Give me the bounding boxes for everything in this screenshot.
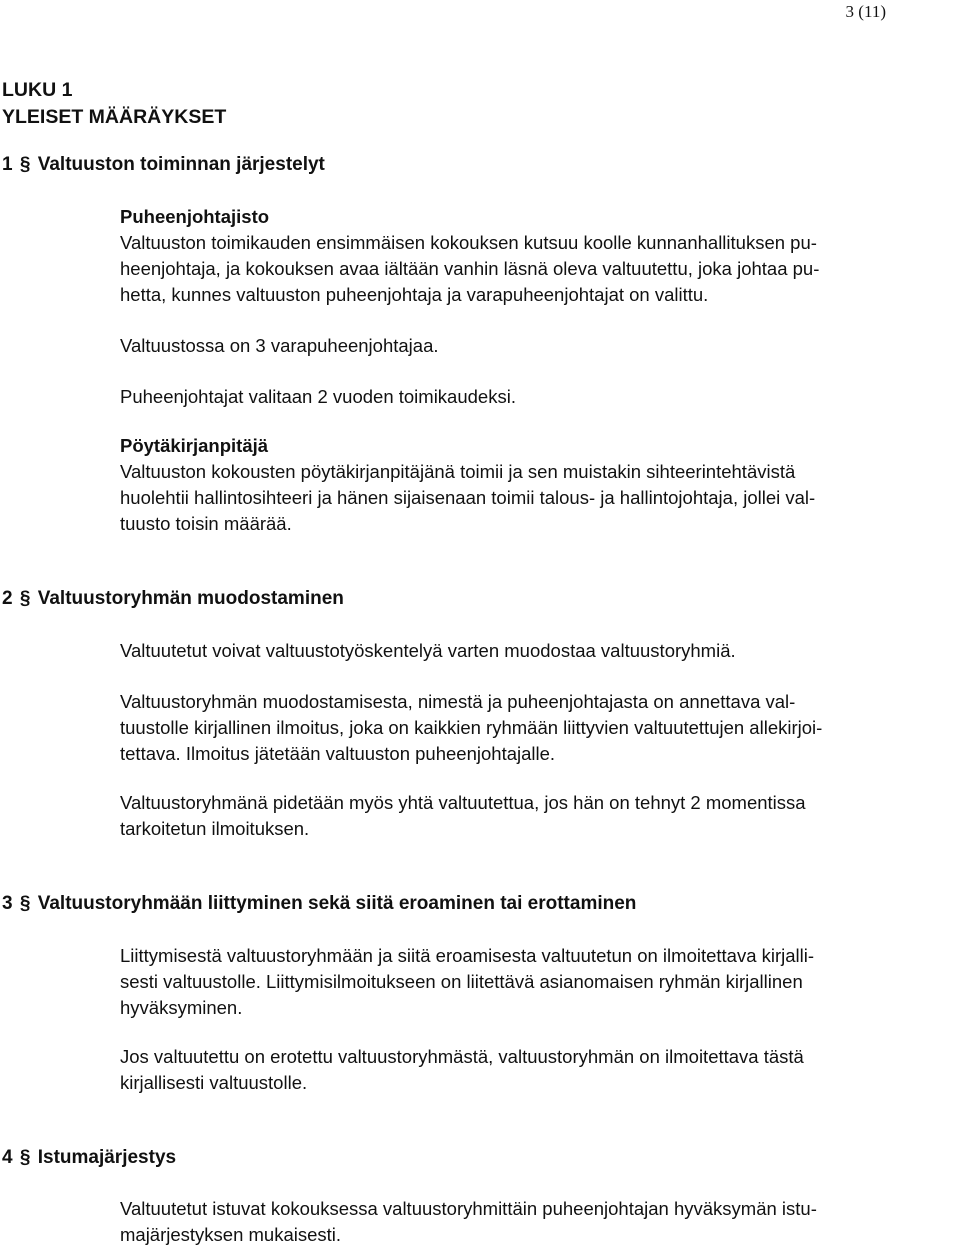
paragraph <box>120 790 960 842</box>
text-line: sesti valtuustolle. Liittymisilmoitukseen on liitettävä asianomaisen ryhmän kirjallinen <box>120 971 803 993</box>
section-number: 1 <box>2 154 13 175</box>
section-number: 2 <box>2 588 13 609</box>
section-number: 3 <box>2 893 13 914</box>
paragraph <box>120 384 960 410</box>
chapter-heading <box>2 77 226 131</box>
subsection-heading-puheenjohtajisto: Puheenjohtajisto <box>120 206 270 227</box>
paragraph <box>120 1196 960 1248</box>
paragraph <box>120 638 960 664</box>
text-line: Liittymisestä valtuustoryhmään ja siitä eroamisesta valtuutetun on ilmoitettava kirjalli- <box>120 945 815 966</box>
paragraph <box>120 1044 960 1096</box>
text-line: Valtuuston toimikauden ensimmäisen kokouksen kutsuu koolle kunnanhallituksen pu- <box>120 232 817 253</box>
section-4-heading <box>2 1147 176 1169</box>
chapter-label: LUKU 1 <box>2 79 73 101</box>
section-1-heading <box>2 154 325 176</box>
subsection-heading-poytakirjanpitaja: Pöytäkirjanpitäjä <box>120 435 269 456</box>
text-line: Valtuustossa on 3 varapuheenjohtajaa. <box>120 335 439 356</box>
chapter-title: YLEISET MÄÄRÄYKSET <box>2 106 227 128</box>
section-title: Istumajärjestys <box>37 1147 177 1168</box>
text-line: Valtuutetut istuvat kokouksessa valtuustoryhmittäin puheenjohtajan hyväksymän istu- <box>120 1198 817 1219</box>
text-line: tuusto toisin määrää. <box>120 513 292 535</box>
section-title: Valtuuston toiminnan järjestelyt <box>37 154 325 175</box>
text-line: tettava. Ilmoitus jätetään valtuuston puheenjohtajalle. <box>120 743 556 765</box>
page-number: 3 (11) <box>845 2 886 21</box>
text-line: heenjohtaja, ja kokouksen avaa iältään vanhin läsnä oleva valtuutettu, joka johtaa pu- <box>120 258 820 280</box>
section-sign: § <box>19 1147 31 1168</box>
section-2-heading <box>2 588 344 610</box>
text-line: tarkoitetun ilmoituksen. <box>120 818 310 840</box>
paragraph <box>120 333 960 359</box>
paragraph <box>120 943 960 1022</box>
text-line: tuustolle kirjallinen ilmoitus, joka on kaikkien ryhmään liittyvien valtuutettujen allekirjoi- <box>120 717 823 739</box>
text-line: Valtuustoryhmänä pidetään myös yhtä valtuutettua, jos hän on tehnyt 2 momentissa <box>120 792 806 813</box>
section-sign: § <box>19 154 31 175</box>
paragraph <box>120 230 960 309</box>
text-line: Jos valtuutettu on erotettu valtuustoryhmästä, valtuustoryhmän on ilmoitettava tästä <box>120 1046 804 1067</box>
text-line: Valtuuston kokousten pöytäkirjanpitäjänä toimii ja sen muistakin sihteerintehtävistä <box>120 461 796 482</box>
section-sign: § <box>19 588 31 609</box>
paragraph <box>120 689 960 768</box>
paragraph <box>120 459 960 538</box>
section-3-heading <box>2 893 636 915</box>
section-number: 4 <box>2 1147 13 1168</box>
text-line: hetta, kunnes valtuuston puheenjohtaja ja varapuheenjohtajat on valittu. <box>120 284 709 306</box>
section-title: Valtuustoryhmään liittyminen sekä siitä eroaminen tai erottaminen <box>37 893 637 914</box>
text-line: Puheenjohtajat valitaan 2 vuoden toimikaudeksi. <box>120 386 516 407</box>
text-line: majärjestyksen mukaisesti. <box>120 1224 342 1246</box>
section-title: Valtuustoryhmän muodostaminen <box>37 588 344 609</box>
text-line: hyväksyminen. <box>120 997 243 1019</box>
text-line: kirjallisesti valtuustolle. <box>120 1072 308 1094</box>
text-line: Valtuutetut voivat valtuustotyöskentelyä varten muodostaa valtuustoryhmiä. <box>120 640 736 661</box>
section-sign: § <box>19 893 31 914</box>
text-line: Valtuustoryhmän muodostamisesta, nimestä ja puheenjohtajasta on annettava val- <box>120 691 796 712</box>
text-line: huolehtii hallintosihteeri ja hänen sijaisenaan toimii talous- ja hallintojohtaja, jollei val- <box>120 487 816 509</box>
